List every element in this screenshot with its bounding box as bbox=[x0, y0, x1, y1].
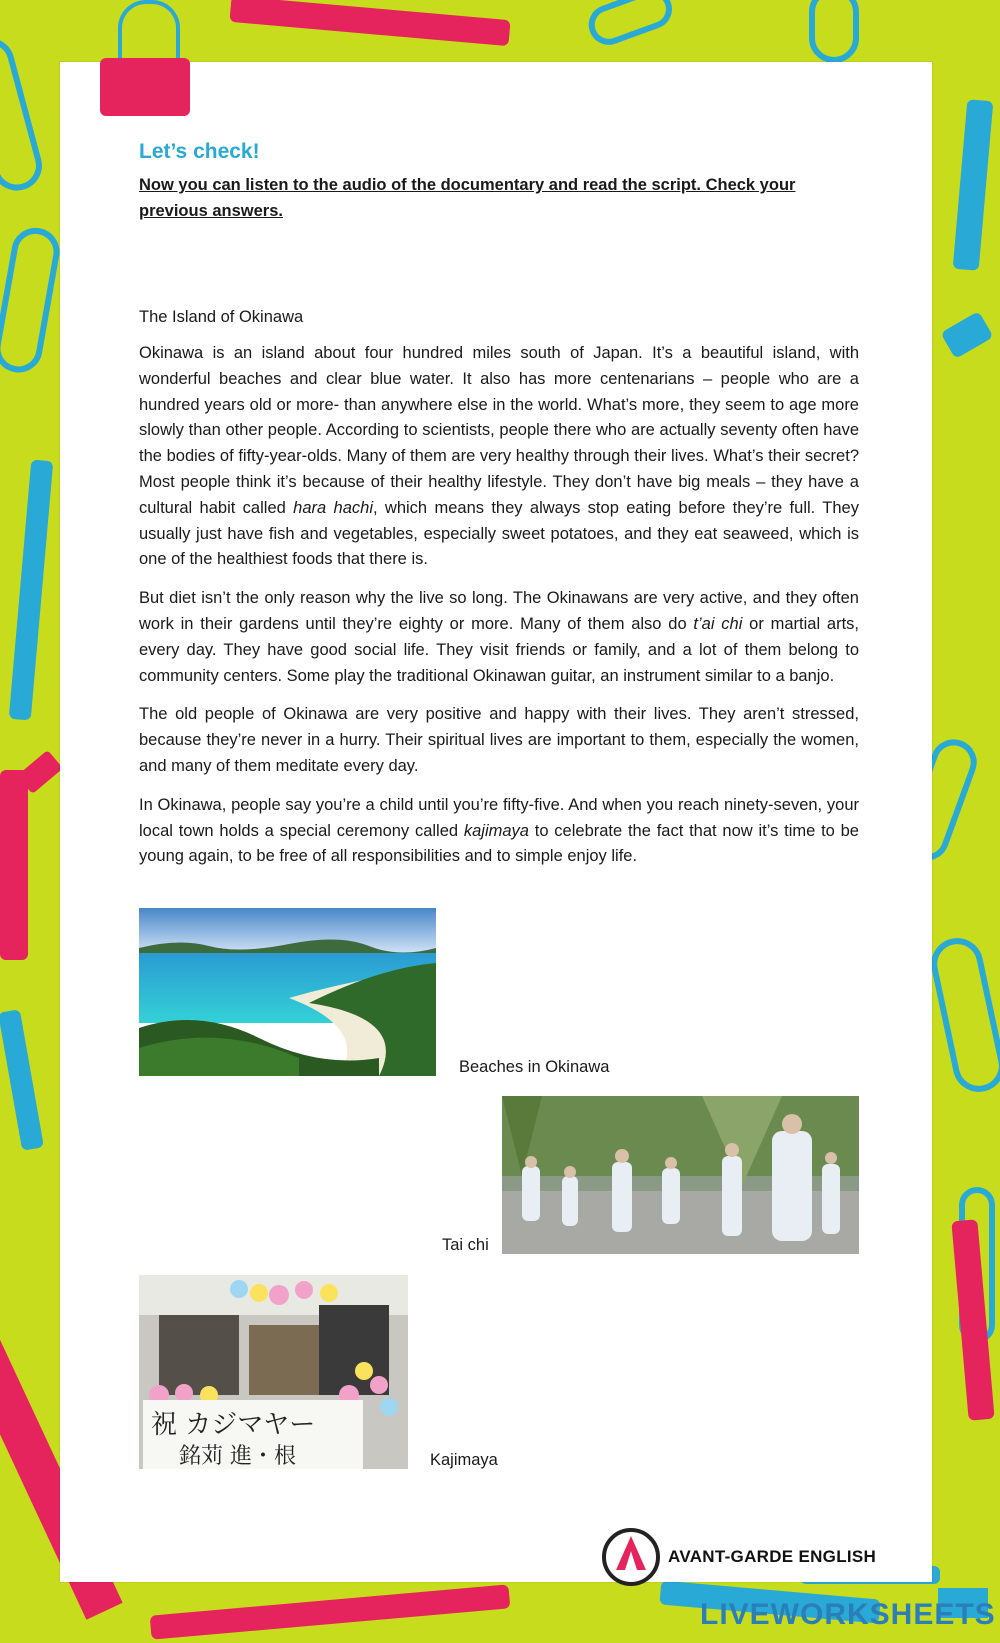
taichi-photo bbox=[502, 1096, 859, 1254]
logo-text: AVANT-GARDE ENGLISH bbox=[668, 1547, 877, 1566]
term-hara-hachi: hara hachi bbox=[293, 498, 373, 517]
watermark: LIVEWORKSHEETS bbox=[700, 1598, 996, 1631]
paragraph-2: But diet isn’t the only reason why the live so long. The Okinawans are very active, and they often work in their gardens until they’re eighty or more. Many of them also do t’ai chi or martial arts, every day. They have good social life. They visit friends or family, and a lot of them belong to community centers. Some play the traditional Okinawan guitar, an instrument similar to a banjo. bbox=[139, 589, 859, 685]
instruction-text: Now you can listen to the audio of the documentary and read the script. Check your previous answers. bbox=[139, 176, 796, 220]
paragraph-3: The old people of Okinawa are very positive and happy with their lives. They aren’t stressed, because they’re never in a hurry. Their spiritual lives are important to them, especially the women, and many of them meditate every day. bbox=[139, 705, 859, 775]
binder-clip bbox=[100, 58, 190, 116]
beach-caption: Beaches in Okinawa bbox=[459, 1058, 610, 1076]
banner-line-2: 銘苅 進・根 bbox=[179, 1444, 296, 1469]
paragraph-4: In Okinawa, people say you’re a child until you’re fifty-five. And when you reach ninety-seven, your local town holds a special ceremony called kajimaya to celebrate the fact that now it’s time to be young again, to be free of all responsibilities and to simple enjoy life. bbox=[139, 795, 859, 866]
worksheet-content bbox=[139, 140, 859, 883]
section-heading: Let’s check! bbox=[139, 140, 260, 163]
term-tai-chi: t’ai chi bbox=[693, 614, 743, 633]
brand-logo bbox=[602, 1528, 876, 1586]
banner-line-1: 祝 カジマヤー bbox=[151, 1410, 316, 1440]
paragraph-1: Okinawa is an island about four hundred miles south of Japan. It’s a beautiful island, with wonderful beaches and clear blue water. It also has more centenarians – people who are a hundred years old or more- than anywhere else in the world. What’s more, they seem to age more slowly than other people. According to scientists, people there who are actually seventy often have the bodies of fifty-year-olds. Many of them are very healthy through their lives. What’s their secret? Most people think it’s because of their healthy lifestyle. They don’t have big meals – they have a cultural habit called hara hachi, which means they always stop eating before they’re full. They usually just have fish and vegetables, especially sweet potatoes, and they eat seaweed, which is one of the healthiest foods that there is. bbox=[139, 344, 859, 569]
story-title: The Island of Okinawa bbox=[139, 308, 304, 326]
beach-photo bbox=[139, 908, 436, 1076]
logo-icon bbox=[602, 1528, 660, 1586]
taichi-caption: Tai chi bbox=[442, 1236, 489, 1254]
kajimaya-photo bbox=[139, 1275, 408, 1469]
term-kajimaya: kajimaya bbox=[463, 821, 529, 840]
kajimaya-caption: Kajimaya bbox=[430, 1451, 498, 1469]
